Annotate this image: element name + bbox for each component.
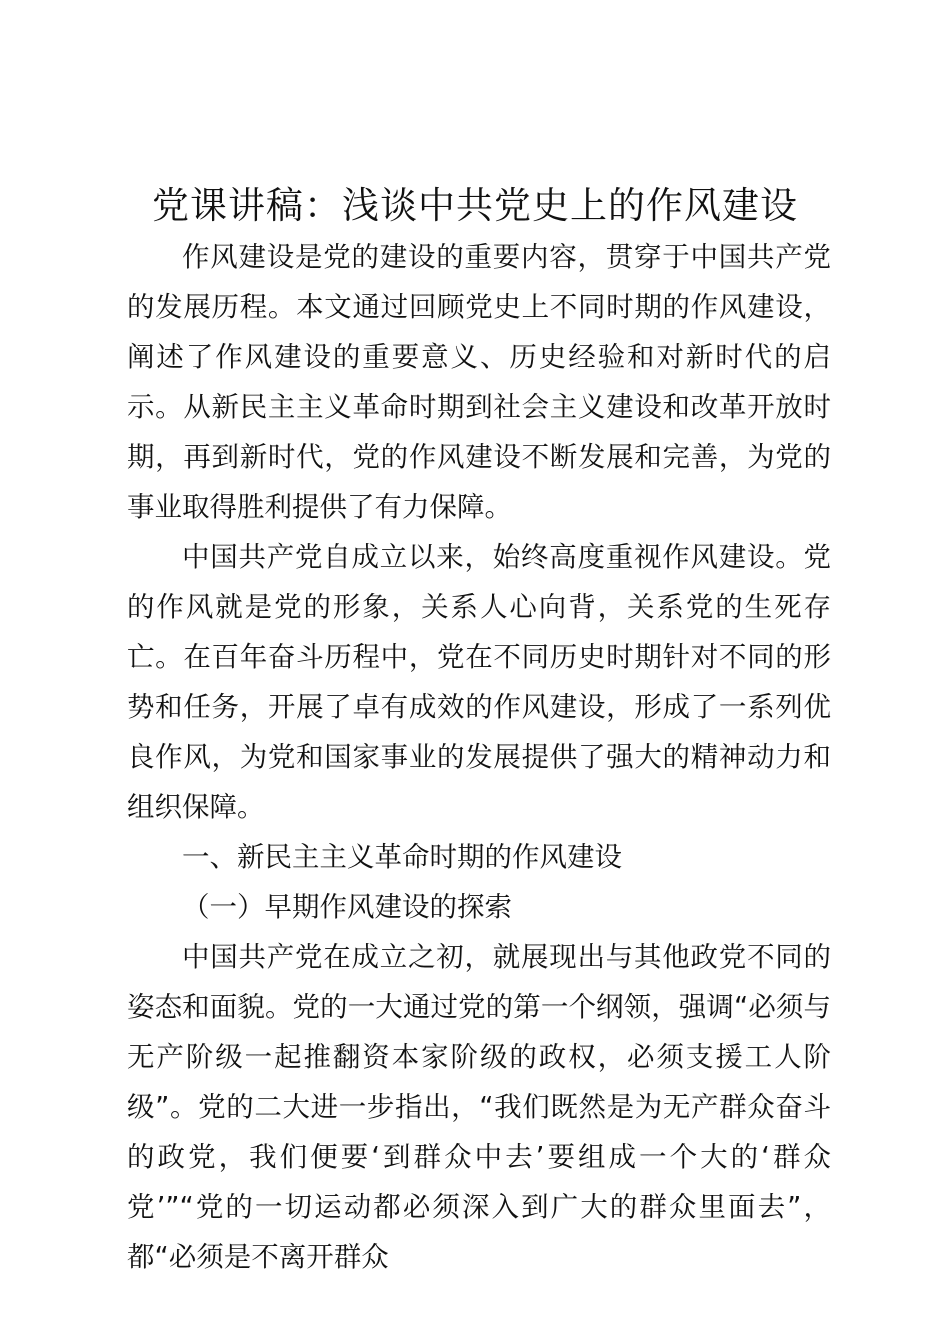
paragraph-section-1-1: 中国共产党在成立之初，就展现出与其他政党不同的姿态和面貌。党的一大通过党的第一个纲领，强调“必须与无产阶级一起推翻资本家阶级的政权，必须支援工人阶级”。党的二大进一步指出，“我们既然是为无产群众奋斗的政党，我们便要‘到群众中去’要组成一个大的‘群众党’”“党的一切运动都必须深入到广大的群众里面去”，都“必须是不离开群众 bbox=[127, 941, 831, 1273]
section-heading-1: 一、新民主主义革命时期的作风建设 bbox=[182, 841, 622, 873]
document-title: 党课讲稿：浅谈中共党史上的作风建设 bbox=[152, 184, 798, 227]
paragraph-intro: 中国共产党自成立以来，始终高度重视作风建设。党的作风就是党的形象，关系人心向背，关系党的生死存亡。在百年奋斗历程中，党在不同历史时期针对不同的形势和任务，开展了卓有成效的作风建设，形成了一系列优良作风，为党和国家事业的发展提供了强大的精神动力和组织保障。 bbox=[127, 541, 831, 823]
paragraph-abstract: 作风建设是党的建设的重要内容，贯穿于中国共产党的发展历程。本文通过回顾党史上不同时期的作风建设，阐述了作风建设的重要意义、历史经验和对新时代的启示。从新民主主义革命时期到社会主义建设和改革开放时期，再到新时代，党的作风建设不断发展和完善，为党的事业取得胜利提供了有力保障。 bbox=[127, 241, 831, 523]
document-body bbox=[127, 232, 831, 1282]
subsection-heading-1-1: （一）早期作风建设的探索 bbox=[182, 891, 512, 923]
